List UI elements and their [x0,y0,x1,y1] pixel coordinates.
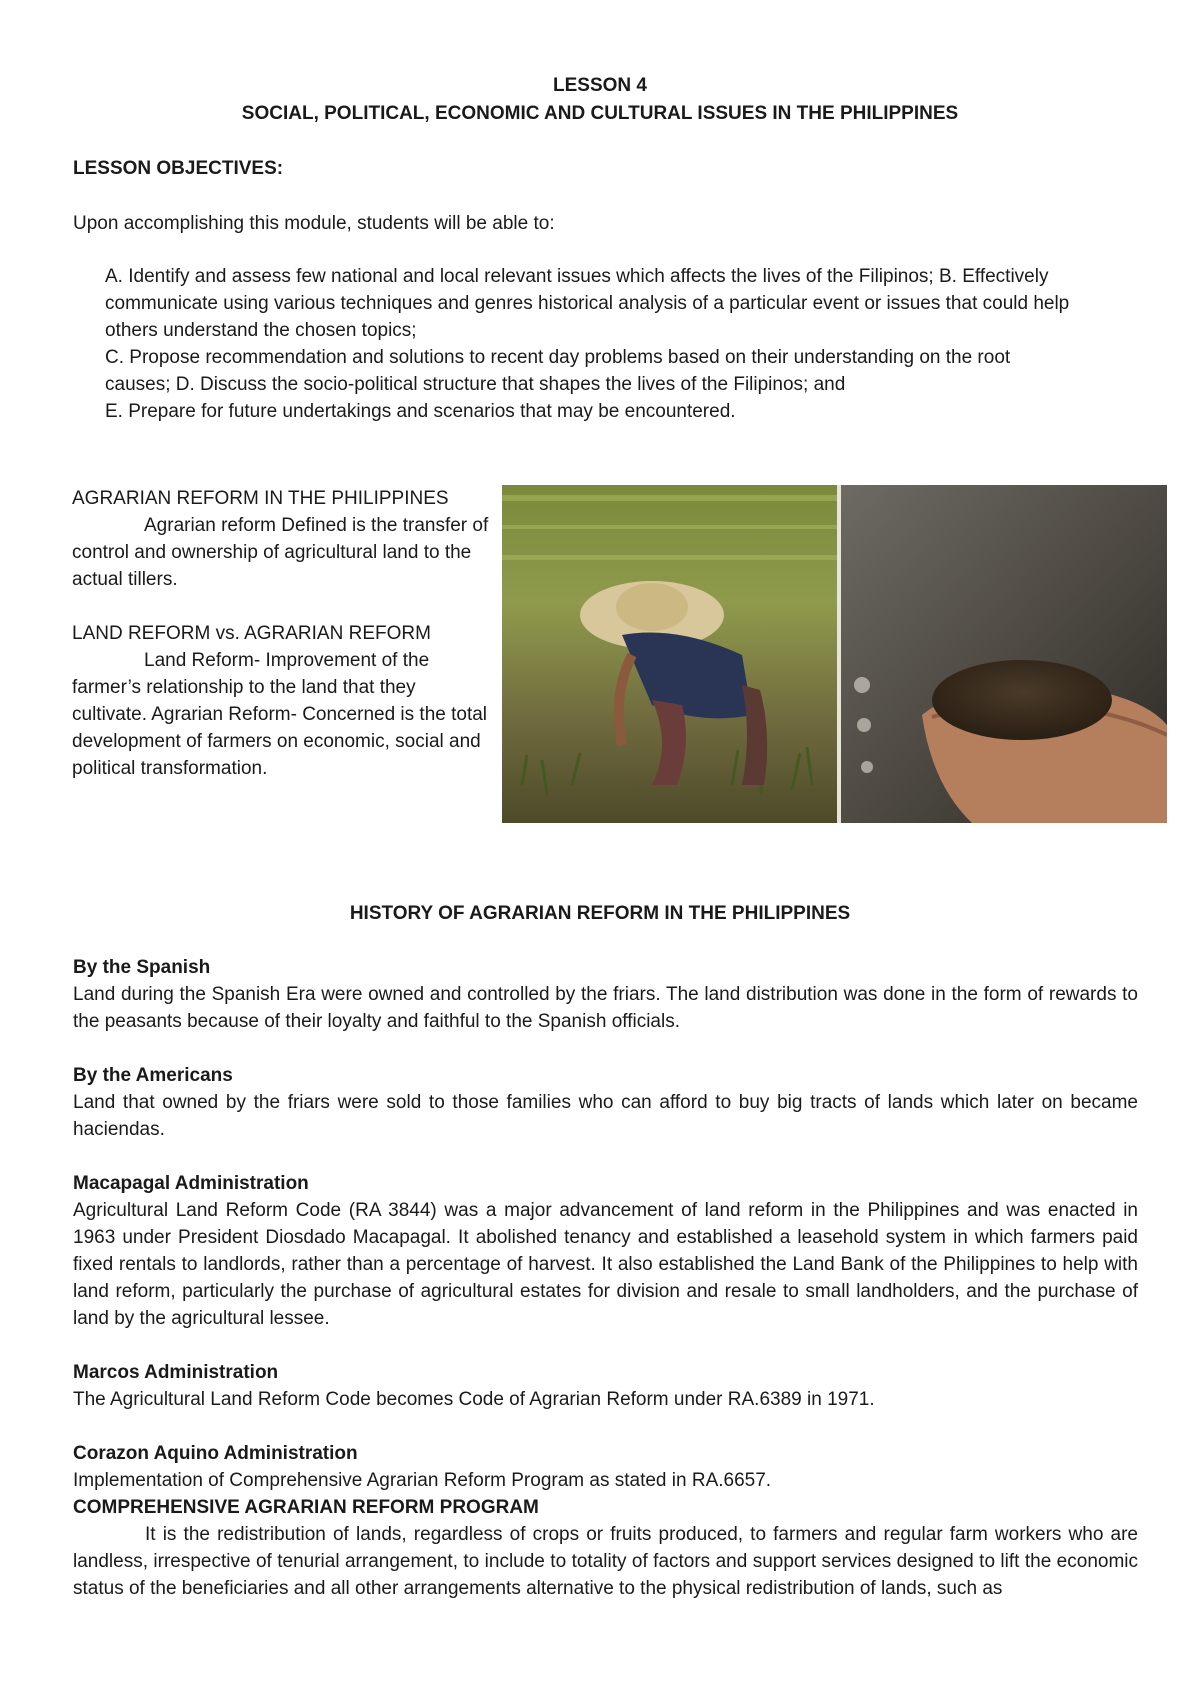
objective-line: A. Identify and assess few national and local relevant issues which affects the lives of the Filipinos; B. Effectively [105,266,1049,287]
history-section-marcos [73,1359,1138,1413]
agrarian-reform-column [72,485,492,782]
section-title: Marcos Administration [73,1362,279,1383]
section-body: Implementation of Comprehensive Agrarian Reform Program as stated in RA.6657. [73,1470,772,1491]
land-vs-agrarian-heading: LAND REFORM vs. AGRARIAN REFORM [72,623,431,644]
objectives-intro: Upon accomplishing this module, students will be able to: [73,213,555,234]
objective-line: others understand the chosen topics; [105,320,417,341]
objective-line: E. Prepare for future undertakings and scenarios that may be encountered. [105,401,736,422]
history-section-spanish [73,954,1138,1035]
lesson-title: SOCIAL, POLITICAL, ECONOMIC AND CULTURAL ISSUES IN THE PHILIPPINES [241,103,959,124]
section-body: Land during the Spanish Era were owned and controlled by the friars. The land distribution was done in the form of rewards to the peasants because of their loyalty and faithful to the Spanish officials. [73,984,1138,1032]
section-body: Agricultural Land Reform Code (RA 3844) was a major advancement of land reform in the Philippines and was enacted in 1963 under President Diosdado Macapagal. It abolished tenancy and established a leasehold system in which farmers paid fixed rentals to landlords, rather than a percentage of harvest. It also established the Land Bank of the Philippines to help with land reform, particularly the purchase of agricultural estates for division and resale to small landholders, and the purchase of land by the agricultural lessee. [73,1200,1138,1329]
agrarian-heading: AGRARIAN REFORM IN THE PHILIPPINES [72,488,449,509]
carp-title: COMPREHENSIVE AGRARIAN REFORM PROGRAM [73,1497,539,1518]
history-section-aquino [73,1440,1138,1602]
history-section-americans [73,1062,1138,1143]
history-heading: HISTORY OF AGRARIAN REFORM IN THE PHILIPPINES [349,903,851,924]
section-title: By the Americans [73,1065,233,1086]
section-body: The Agricultural Land Reform Code becomes Code of Agrarian Reform under RA.6389 in 1971. [73,1389,875,1410]
land-vs-agrarian-body: Land Reform- Improvement of the farmer’s relationship to the land that they cultivate. Agrarian Reform- Concerned is the total development of farmers on economic, social and political transformation. [72,650,488,779]
section-title: By the Spanish [73,957,211,978]
history-section-macapagal [73,1170,1138,1332]
objective-line: causes; D. Discuss the socio-political structure that shapes the lives of the Filipinos; and [105,374,846,395]
section-title: Macapagal Administration [73,1173,309,1194]
objective-line: communicate using various techniques and genres historical analysis of a particular event or issues that could help [105,293,1070,314]
farmer-photo [502,485,1167,823]
history-sections [73,954,1138,1602]
carp-body: It is the redistribution of lands, regardless of crops or fruits produced, to farmers and regular farm workers who are landless, irrespective of tenurial arrangement, to include to totality of factors and support services designed to lift the economic status of the beneficiaries and all other arrangements alternative to the physical redistribution of lands, such as [73,1524,1138,1599]
objective-line: C. Propose recommendation and solutions to recent day problems based on their understanding on the root [105,347,1011,368]
objectives-list [105,263,1135,425]
lesson-number: LESSON 4 [553,75,647,96]
section-body: Land that owned by the friars were sold to those families who can afford to buy big tracts of lands which later on became haciendas. [73,1092,1138,1140]
section-title: Corazon Aquino Administration [73,1443,358,1464]
objectives-heading: LESSON OBJECTIVES: [73,158,284,179]
agrarian-definition: Agrarian reform Defined is the transfer of control and ownership of agricultural land to the actual tillers. [72,515,489,590]
